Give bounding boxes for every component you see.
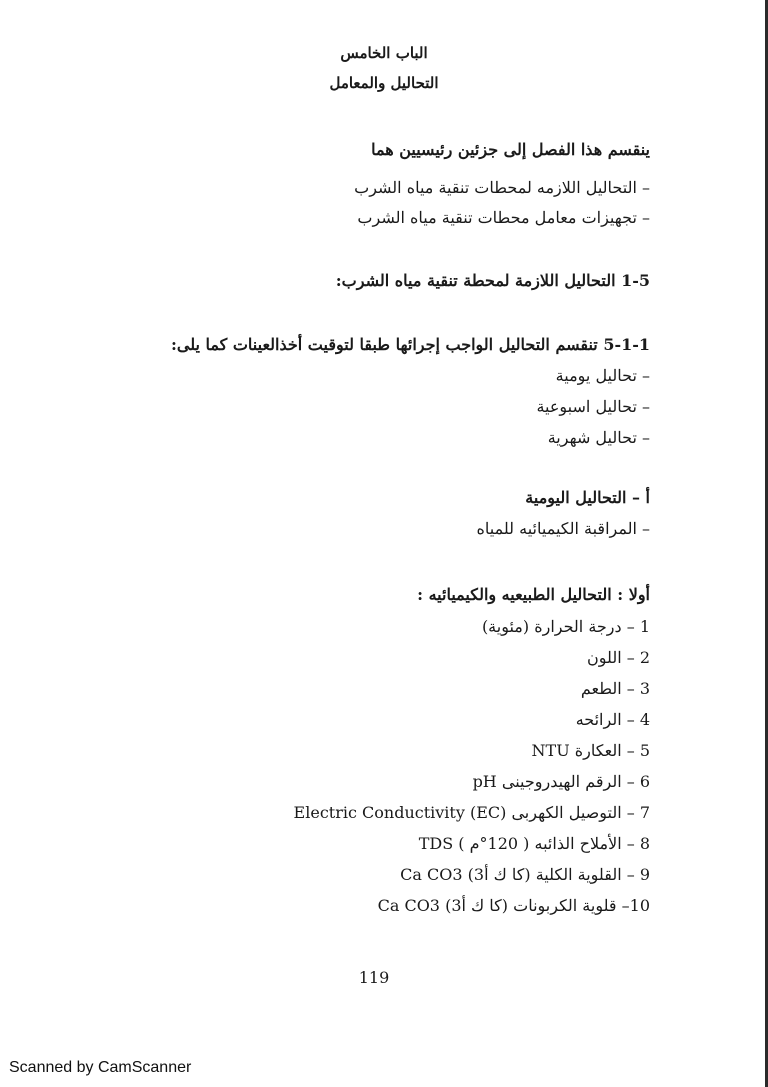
sampling-item: – تحاليل يومية bbox=[555, 366, 650, 385]
chapter-title: الباب الخامس bbox=[340, 44, 428, 62]
analysis-item: 8 – الأملاح الذائبه ( 120°م ) TDS bbox=[418, 834, 650, 853]
scanner-watermark: Scanned by CamScanner bbox=[9, 1059, 192, 1076]
section-heading-5-1: 1-5 التحاليل اللازمة لمحطة تنقية مياه الشرب: bbox=[335, 271, 650, 290]
sampling-item: – تحاليل اسبوعية bbox=[536, 397, 650, 416]
physchem-heading: أولا : التحاليل الطبيعيه والكيميائيه : bbox=[417, 585, 650, 604]
analysis-item: 2 – اللون bbox=[587, 648, 650, 667]
intro-item: – التحاليل اللازمه لمحطات تنقية مياه الشرب bbox=[354, 178, 650, 197]
analysis-item: 1 – درجة الحرارة (مئوية) bbox=[481, 617, 650, 636]
section-heading-5-1-1: 5-1-1 تنقسم التحاليل الواجب إجرائها طبقا لتوقيت أخذالعينات كما يلى: bbox=[170, 335, 650, 354]
analysis-item: 6 – الرقم الهيدروجينى pH bbox=[472, 772, 650, 791]
intro-heading: ينقسم هذا الفصل إلى جزئين رئيسيين هما bbox=[371, 140, 650, 159]
analysis-item: 4 – الرائحه bbox=[575, 710, 650, 729]
daily-item: – المراقبة الكيميائيه للمياه bbox=[476, 519, 650, 538]
analysis-item: 7 – التوصيل الكهربى Electric Conductivity (EC) bbox=[293, 803, 650, 822]
analysis-item: 3 – الطعم bbox=[580, 679, 650, 698]
sampling-item: – تحاليل شهرية bbox=[547, 428, 650, 447]
analysis-item: 10– قلوية الكربونات (كا ك أ3) Ca CO3 bbox=[377, 896, 650, 915]
analysis-item: 5 – العكارة NTU bbox=[531, 741, 650, 760]
analysis-item: 9 – القلوية الكلية (كا ك أ3) Ca CO3 bbox=[400, 865, 650, 884]
page-number: 119 bbox=[358, 968, 390, 987]
daily-heading: أ – التحاليل اليومية bbox=[525, 488, 650, 507]
chapter-subtitle: التحاليل والمعامل bbox=[329, 74, 439, 92]
intro-item: – تجهيزات معامل محطات تنقية مياه الشرب bbox=[357, 208, 650, 227]
